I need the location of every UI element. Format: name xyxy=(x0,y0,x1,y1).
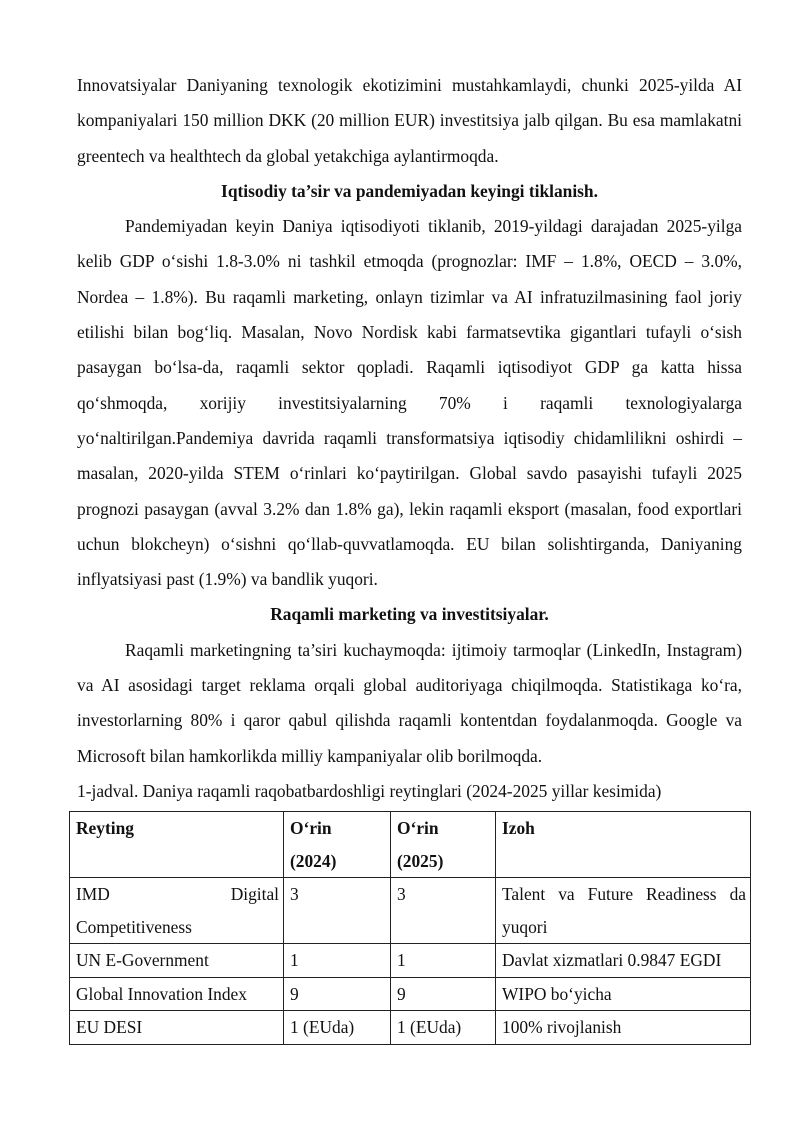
cell-rating-name: UN E-Government xyxy=(70,944,284,978)
cell-rating-name-line1: IMD Digital xyxy=(76,884,279,905)
cell-rank-2025: 9 xyxy=(391,977,496,1011)
cell-rank-2024: 1 (EUda) xyxy=(284,1011,391,1045)
header-rank-2024-label: O‘rin xyxy=(290,818,332,839)
cell-note-line1: Talent va Future Readiness da xyxy=(502,884,746,905)
header-rank-2025-label: O‘rin xyxy=(397,818,439,839)
header-rating: Reyting xyxy=(70,812,284,878)
cell-rank-2025: 3 xyxy=(391,878,496,944)
cell-note: Davlat xizmatlari 0.9847 EGDI xyxy=(496,944,751,978)
table-row xyxy=(70,944,751,978)
cell-rating-name-line2: Competitiveness xyxy=(76,916,192,937)
cell-note: WIPO bo‘yicha xyxy=(496,977,751,1011)
paragraph-digital-marketing: Raqamli marketingning ta’siri kuchaymoqda: ijtimoiy tarmoqlar (LinkedIn, Instagram) va AI asosidagi target reklama orqali global auditoriyaga chiqilmoqda. Statistikaga ko‘ra, investorlarning 80% i qaror qabul qilishda raqamli kontentdan foydalanmoqda. Google va Microsoft bilan hamkorlikda milliy kampaniyalar olib borilmoqda. xyxy=(77,639,742,766)
table-header-row xyxy=(70,812,751,878)
cell-rank-2024: 9 xyxy=(284,977,391,1011)
paragraph-innovations: Innovatsiyalar Daniyaning texnologik ekotizimini mustahkamlaydi, chunki 2025-yilda AI kompaniyalari 150 million DKK (20 million EUR) investitsiya jalb qilgan. Bu esa mamlakatni greentech va healthtech da global yetakchiga aylantirmoqda. xyxy=(77,75,742,166)
cell-rating-name: Global Innovation Index xyxy=(70,977,284,1011)
table-row xyxy=(70,1011,751,1045)
cell-rating-name: EU DESI xyxy=(70,1011,284,1045)
cell-note xyxy=(496,878,751,944)
cell-rank-2025: 1 (EUda) xyxy=(391,1011,496,1045)
header-rank-2024-year: (2024) xyxy=(290,850,337,871)
cell-rank-2025: 1 xyxy=(391,944,496,978)
header-rank-2024 xyxy=(284,812,391,878)
cell-note: 100% rivojlanish xyxy=(496,1011,751,1045)
cell-rating-name xyxy=(70,878,284,944)
cell-rank-2024: 1 xyxy=(284,944,391,978)
section-heading-digital-marketing: Raqamli marketing va investitsiyalar. xyxy=(270,604,549,625)
cell-rank-2024: 3 xyxy=(284,878,391,944)
header-rank-2025-year: (2025) xyxy=(397,850,444,871)
table-row xyxy=(70,878,751,944)
section-heading-economic-impact: Iqtisodiy ta’sir va pandemiyadan keyingi tiklanish. xyxy=(221,180,598,201)
header-rank-2025 xyxy=(391,812,496,878)
table-caption: 1-jadval. Daniya raqamli raqobatbardoshligi reytinglari (2024-2025 yillar kesimida) xyxy=(77,780,662,801)
ratings-table xyxy=(69,811,751,1045)
document-page xyxy=(76,68,746,1045)
cell-note-line2: yuqori xyxy=(502,916,548,937)
table-row xyxy=(70,977,751,1011)
header-note: Izoh xyxy=(496,812,751,878)
paragraph-economic-recovery: Pandemiyadan keyin Daniya iqtisodiyoti tiklanib, 2019-yildagi darajadan 2025-yilga kelib GDP o‘sishi 1.8-3.0% ni tashkil etmoqda (prognozlar: IMF – 1.8%, OECD – 3.0%, Nordea – 1.8%). Bu raqamli marketing, onlayn tizimlar va AI infratuzilmasining faol joriy etilishi bilan bog‘liq. Masalan, Novo Nordisk kabi farmatsevtika gigantlari tufayli o‘sish pasaygan bo‘lsa-da, raqamli sektor qopladi. Raqamli iqtisodiyot GDP ga katta hissa qo‘shmoqda, xorijiy investitsiyalarning 70% i raqamli texnologiyalarga yo‘naltirilgan.Pandemiya davrida raqamli transformatsiya iqtisodiy chidamlilikni oshirdi – masalan, 2020-yilda STEM o‘rinlari ko‘paytirilgan. Global savdo pasayishi tufayli 2025 prognozi pasaygan (avval 3.2% dan 1.8% ga), lekin raqamli eksport (masalan, food exportlari uchun blokcheyn) o‘sishni qo‘llab-quvvatlamoqda. EU bilan solishtirganda, Daniyaning inflyatsiyasi past (1.9%) va bandlik yuqori. xyxy=(77,216,742,590)
